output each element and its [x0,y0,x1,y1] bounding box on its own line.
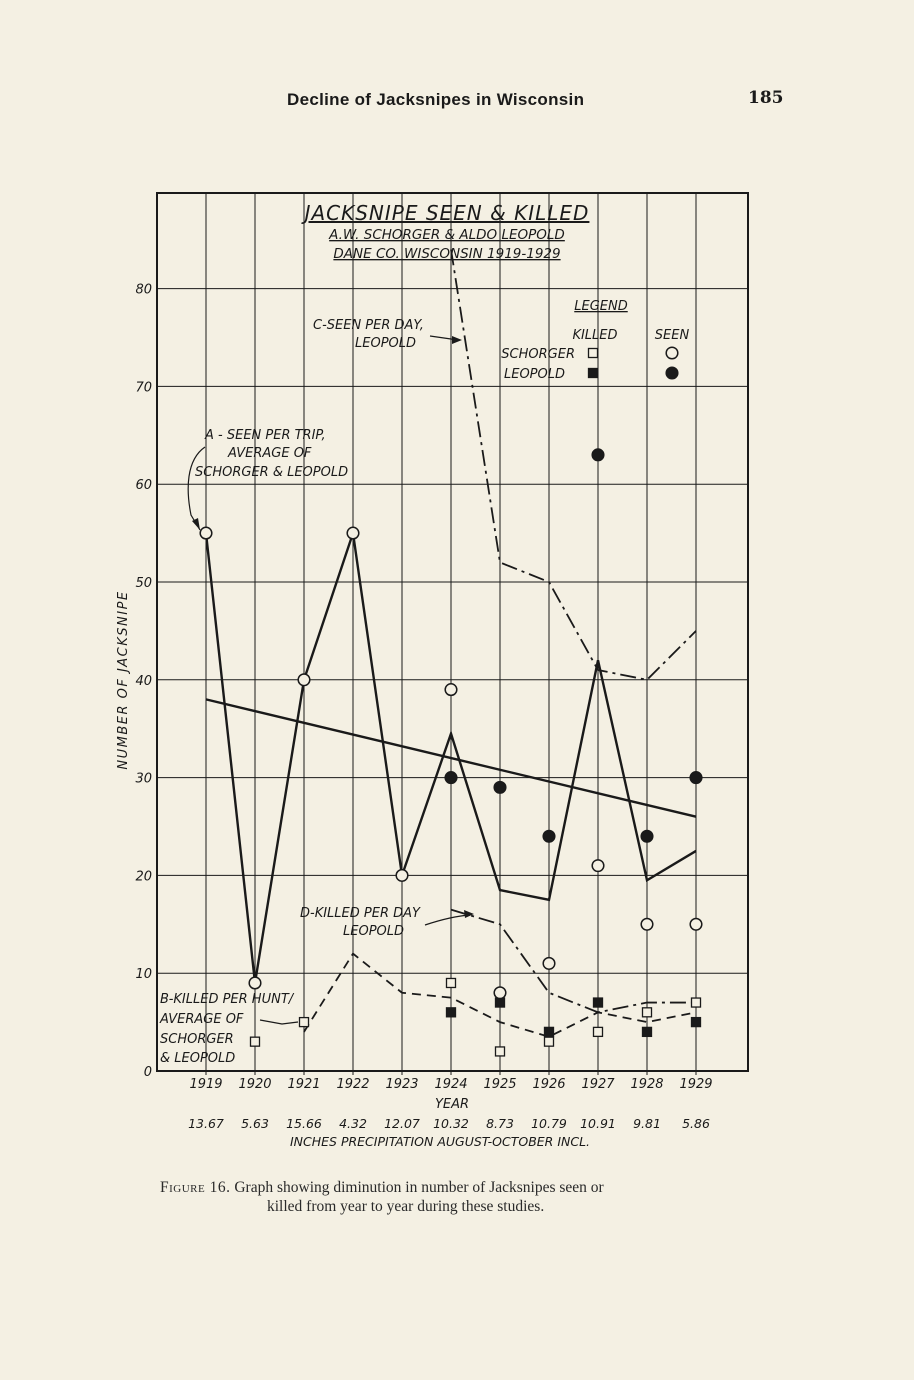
schorger-killed-point [594,1027,603,1036]
precipitation-value: 8.73 [486,1116,514,1131]
annotation-B-text: & LEOPOLD [160,1051,236,1066]
leopold-killed-point [643,1027,652,1036]
annotation-B-text: B-KILLED PER HUNT/ [160,992,294,1007]
schorger-seen-point [641,919,653,931]
x-tick-label: 1928 [630,1077,664,1092]
schorger-seen-point [396,870,408,882]
schorger-killed-point [692,998,701,1007]
annotation-A-text: A - SEEN PER TRIP, [205,428,326,443]
schorger-seen-point [543,958,555,970]
legend-col-seen: SEEN [654,328,690,343]
legend-row-leopold: LEOPOLD [503,367,565,382]
precipitation-value: 10.79 [531,1116,567,1131]
x-tick-label: 1926 [532,1077,566,1092]
annotation-C-text: LEOPOLD [355,336,417,351]
annotation-C-arrowhead [452,336,462,344]
x-tick-label: 1924 [434,1077,468,1092]
annotation-D-text: D-KILLED PER DAY [300,906,420,921]
series-C-line [451,249,696,679]
leopold-seen-point [445,772,457,784]
leopold-killed-point [447,1008,456,1017]
schorger-seen-point [494,987,506,999]
running-title: Decline of Jacksnipes in Wisconsin [287,90,585,109]
chart-subtitle: A.W. SCHORGER & ALDO LEOPOLD [329,227,565,243]
chart-subtitle: DANE CO. WISCONSIN 1919-1929 [333,246,561,262]
y-tick-label: 0 [143,1065,152,1080]
y-tick-label: 10 [135,967,152,983]
schorger-killed-point [496,1047,505,1056]
figure-label: Figure 16. [160,1179,231,1196]
schorger-seen-point [249,977,261,989]
figure-caption [160,1178,760,1216]
leopold-killed-point [496,998,505,1007]
precipitation-label: INCHES PRECIPITATION AUGUST-OCTOBER INCL. [289,1134,591,1149]
legend-schorger-seen-marker [666,347,678,359]
leopold-seen-point [543,830,555,842]
schorger-killed-point [300,1018,309,1027]
legend-row-schorger: SCHORGER [501,347,575,362]
legend-leopold-killed-marker [589,369,598,378]
precipitation-value: 10.32 [433,1116,469,1131]
leopold-killed-point [545,1027,554,1036]
caption-line-1: Graph showing diminution in number of Jacksnipes seen or [234,1179,604,1196]
schorger-seen-point [445,684,457,696]
annotation-B-text: AVERAGE OF [160,1012,244,1027]
schorger-seen-point [298,674,310,686]
y-tick-label: 30 [135,771,152,787]
y-tick-label: 50 [135,576,152,591]
y-axis-label: NUMBER OF JACKSNIPE [116,590,131,770]
annotation-A-text: AVERAGE OF [228,446,312,461]
precipitation-value: 5.86 [682,1116,710,1131]
y-tick-label: 70 [135,380,152,396]
x-axis-label: YEAR [434,1097,470,1112]
y-tick-label: 20 [135,869,152,885]
x-tick-label: 1921 [287,1077,321,1092]
y-tick-label: 60 [135,478,152,494]
x-tick-label: 1927 [581,1077,615,1092]
annotation-C-text: C-SEEN PER DAY, [313,318,424,333]
schorger-killed-point [447,978,456,987]
x-tick-label: 1920 [238,1077,272,1092]
x-tick-label: 1925 [483,1077,517,1092]
schorger-seen-point [592,860,604,872]
x-tick-label: 1929 [679,1077,713,1092]
precipitation-value: 12.07 [384,1116,420,1131]
legend-title: LEGEND [574,299,628,314]
precipitation-value: 10.91 [580,1116,616,1131]
schorger-killed-point [643,1008,652,1017]
schorger-killed-point [251,1037,260,1046]
leopold-seen-point [690,772,702,784]
series-D-line [451,910,696,1013]
legend-col-killed: KILLED [572,328,618,343]
chart-grid [157,193,748,1075]
annotation-A-text: SCHORGER & LEOPOLD [195,465,349,480]
x-tick-label: 1922 [336,1077,370,1092]
leopold-killed-point [594,998,603,1007]
leopold-killed-point [692,1018,701,1027]
chart-title: JACKSNIPE SEEN & KILLED [304,201,590,225]
precipitation-value: 9.81 [633,1116,661,1131]
precipitation-value: 15.66 [286,1116,322,1131]
y-tick-label: 80 [135,282,152,298]
annotation-D-arrow [425,915,470,925]
plot-frame [157,193,748,1071]
annotation-B-text: SCHORGER [160,1032,234,1047]
legend-schorger-killed-marker [589,349,598,358]
precipitation-value: 5.63 [241,1116,269,1131]
leopold-seen-point [592,449,604,461]
annotation-B-arrow [260,1020,298,1024]
schorger-seen-point [690,919,702,931]
leopold-seen-point [494,782,506,794]
schorger-seen-point [200,527,212,539]
precipitation-value: 4.32 [339,1116,367,1131]
legend-leopold-seen-marker [666,367,678,379]
annotation-D-text: LEOPOLD [343,924,405,939]
y-tick-label: 40 [135,673,152,689]
schorger-killed-point [545,1037,554,1046]
precipitation-value: 13.67 [188,1116,224,1131]
annotation-A-arrow [188,447,205,530]
leopold-seen-point [641,830,653,842]
page-number: 185 [748,88,784,108]
caption-line-2: killed from year to year during these studies. [267,1198,545,1215]
schorger-seen-point [347,527,359,539]
x-tick-label: 1919 [189,1077,223,1092]
x-tick-label: 1923 [385,1077,419,1092]
